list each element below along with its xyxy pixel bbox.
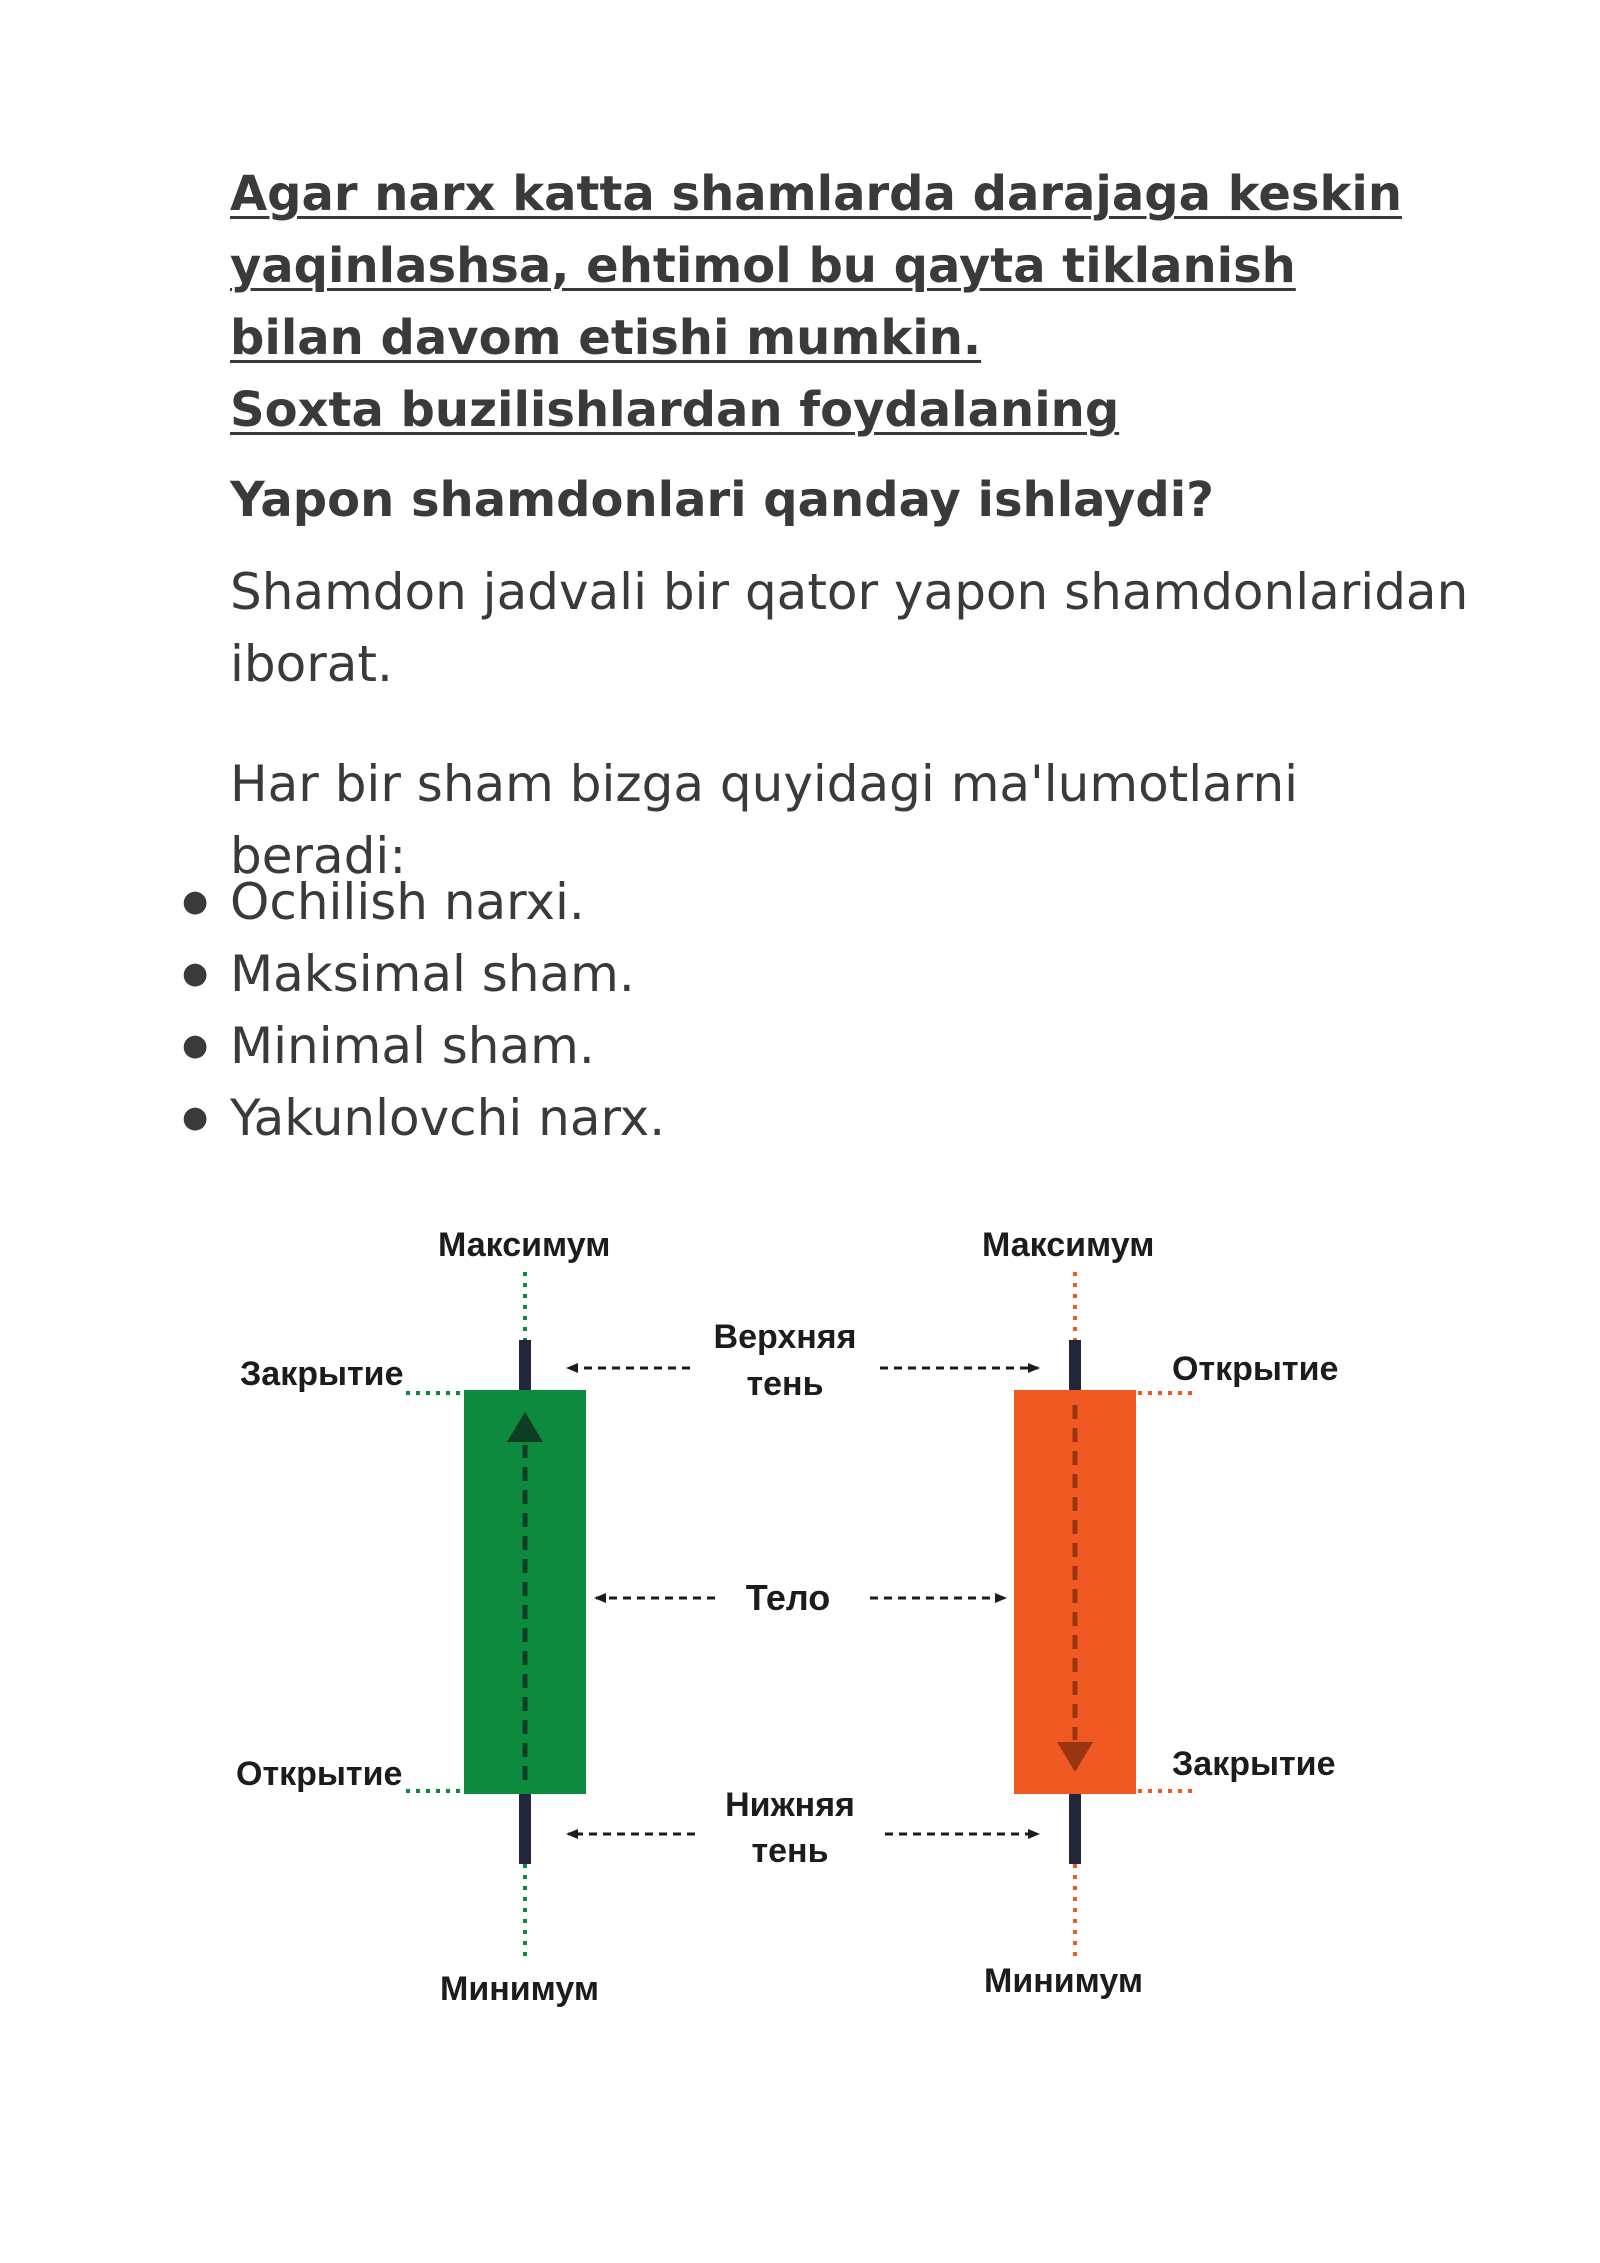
bear-lower-wick: [1069, 1794, 1081, 1864]
bear-low-label: Минимум: [984, 1962, 1143, 2000]
candlestick-diagram: [200, 1180, 1440, 2040]
bull-open-label: Открытие: [236, 1755, 403, 1793]
bullet-icon: ●: [182, 884, 209, 919]
bull-high-label: Максимум: [438, 1226, 611, 1264]
bull-low-label: Минимум: [440, 1970, 599, 2008]
body-annotation: [596, 1577, 1005, 1618]
list-item: ● Ochilish narxi.: [230, 866, 665, 938]
bear-high-label: Максимум: [982, 1226, 1155, 1264]
paragraph-intro: Shamdon jadvali bir qator yapon shamdonlaridan iborat.: [230, 563, 1469, 693]
lower-shadow-label-line2: тень: [751, 1832, 829, 1870]
bull-lower-wick: [519, 1794, 531, 1864]
heading-links: [230, 158, 1430, 446]
upper-shadow-label-line1: Верхняя: [713, 1318, 857, 1356]
bear-open-label: Открытие: [1172, 1350, 1339, 1388]
body-label: Тело: [745, 1577, 831, 1618]
heading-link-reversal[interactable]: Agar narx katta shamlarda darajaga keskin yaqinlashsa, ehtimol bu qayta tiklanish bilan davom etishi mumkin.: [230, 166, 1403, 366]
bull-upper-wick: [519, 1340, 531, 1390]
lower-shadow-label-line1: Нижняя: [725, 1786, 855, 1824]
bear-close-label: Закрытие: [1172, 1745, 1336, 1783]
list-item: ● Minimal sham.: [230, 1010, 665, 1082]
bullish-candle: [236, 1226, 610, 2008]
bear-upper-wick: [1069, 1340, 1081, 1390]
candle-data-list: [182, 866, 666, 1154]
list-item: ● Maksimal sham.: [230, 938, 665, 1010]
bull-close-label: Закрытие: [240, 1355, 404, 1393]
bullet-icon: ●: [182, 1028, 209, 1063]
bullet-icon: ●: [182, 956, 209, 991]
upper-shadow-annotation: [568, 1318, 1038, 1403]
upper-shadow-label-line2: тень: [746, 1365, 824, 1403]
section-heading: Yapon shamdonlari qanday ishlaydi?: [230, 472, 1214, 528]
heading-link-false-breakouts[interactable]: Soxta buzilishlardan foydalaning: [230, 382, 1120, 438]
bearish-candle: [982, 1226, 1338, 2000]
paragraph-list-intro: Har bir sham bizga quyidagi ma'lumotlarni beradi:: [230, 755, 1299, 885]
bullet-icon: ●: [182, 1100, 209, 1135]
list-item: ● Yakunlovchi narx.: [230, 1082, 665, 1154]
lower-shadow-annotation: [568, 1786, 1038, 1870]
